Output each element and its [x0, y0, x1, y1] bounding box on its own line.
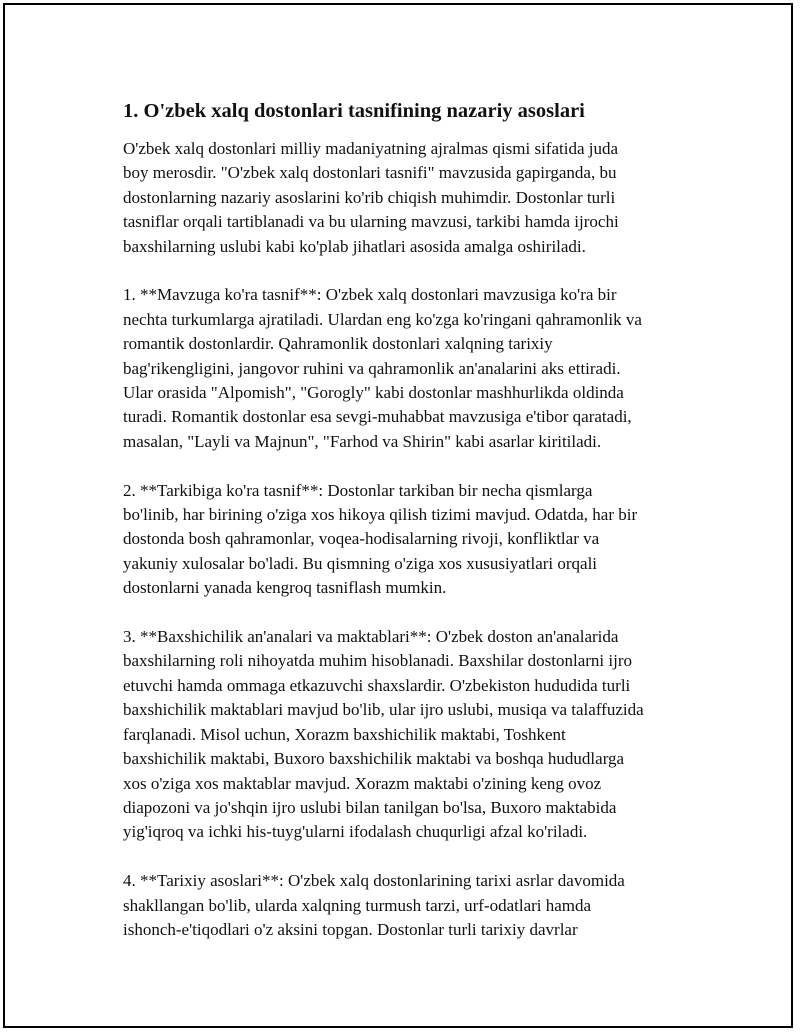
text-line: Ular orasida "Alpomish", "Gorogly" kabi dostonlar mashhurlikda oldinda [123, 383, 624, 403]
text-line: tasniflar orqali tartiblanadi va bu ularning mavzusi, tarkibi hamda ijrochi [123, 212, 619, 232]
text-line: dostonlarni yanada kengroq tasniflash mumkin. [123, 578, 447, 598]
paragraph-list [123, 137, 703, 942]
text-line: turadi. Romantik dostonlar esa sevgi-muhabbat mavzusiga e'tibor qaratadi, [123, 407, 632, 427]
text-line: 1. **Mavzuga ko'ra tasnif**: O'zbek xalq dostonlari mavzusiga ko'ra bir [123, 285, 617, 305]
text-line: bo'linib, har birining o'ziga xos hikoya qilish tizimi mavjud. Odatda, har bir [123, 505, 638, 525]
text-line: 4. **Tarixiy asoslari**: O'zbek xalq dostonlarining tarixi asrlar davomida [123, 871, 625, 891]
text-line: baxshichilik maktabi, Buxoro baxshichilik maktabi va boshqa hududlarga [123, 749, 625, 769]
text-line: yakuniy xulosalar bo'ladi. Bu qismning o'ziga xos xususiyatlari orqali [123, 553, 598, 573]
text-line: baxshilarning uslubi kabi ko'plab jihatlari asosida amalga oshiriladi. [123, 236, 586, 256]
paragraph [123, 137, 703, 259]
paragraph [123, 283, 703, 454]
text-line: bag'rikengligini, jangovor ruhini va qahramonlik an'analarini aks ettiradi. [123, 358, 621, 378]
text-line: ishonch-e'tiqodlari o'z aksini topgan. Dostonlar turli tarixiy davrlar [123, 919, 578, 939]
text-line: diapozoni va jo'shqin ijro uslubi bilan tanilgan bo'lsa, Buxoro maktabida [123, 797, 617, 817]
document-body [123, 97, 703, 967]
text-line: 3. **Baxshichilik an'analari va maktablari**: O'zbek doston an'analarida [123, 627, 619, 647]
text-line: farqlanadi. Misol uchun, Xorazm baxshichilik maktabi, Toshkent [123, 724, 566, 744]
page-frame [3, 3, 793, 1028]
text-line: yig'iqroq va ichki his-tuyg'ularni ifodalash chuqurligi afzal ko'riladi. [123, 822, 588, 842]
text-line: xos o'ziga xos maktablar mavjud. Xorazm maktabi o'zining keng ovoz [123, 773, 602, 793]
text-line: O'zbek xalq dostonlari milliy madaniyatning ajralmas qismi sifatida juda [123, 139, 619, 158]
text-line: boy merosdir. "O'zbek xalq dostonlari tasnifi" mavzusida gapirganda, bu [123, 163, 617, 183]
paragraph [123, 479, 703, 601]
text-line: nechta turkumlarga ajratiladi. Ulardan eng ko'zga ko'ringani qahramonlik va [123, 309, 642, 329]
text-line: masalan, "Layli va Majnun", "Farhod va Shirin" kabi asarlar kiritiladi. [123, 431, 602, 451]
text-line: shakllangan bo'lib, ularda xalqning turmush tarzi, urf-odatlari hamda [123, 895, 592, 915]
text-line: baxshilarning roli nihoyatda muhim hisoblanadi. Baxshilar dostonlarni ijro [123, 651, 632, 671]
text-line: romantik dostonlardir. Qahramonlik dostonlari xalqning tarixiy [123, 334, 553, 354]
text-line: baxshichilik maktablari mavjud bo'lib, ular ijro uslubi, musiqa va talaffuzida [123, 700, 644, 720]
text-line: 2. **Tarkibiga ko'ra tasnif**: Dostonlar tarkiban bir necha qismlarga [123, 480, 593, 500]
paragraph [123, 625, 703, 845]
text-line: dostonlarning nazariy asoslarini ko'rib chiqish muhimdir. Dostonlar turli [123, 187, 616, 207]
document-title: 1. O'zbek xalq dostonlari tasnifining nazariy asoslari [123, 100, 585, 122]
text-line: etuvchi hamda ommaga etkazuvchi shaxslardir. O'zbekiston hududida turli [123, 675, 631, 695]
text-line: dostonda bosh qahramonlar, voqea-hodisalarning rivoji, konfliktlar va [123, 529, 600, 549]
paragraph [123, 869, 703, 942]
